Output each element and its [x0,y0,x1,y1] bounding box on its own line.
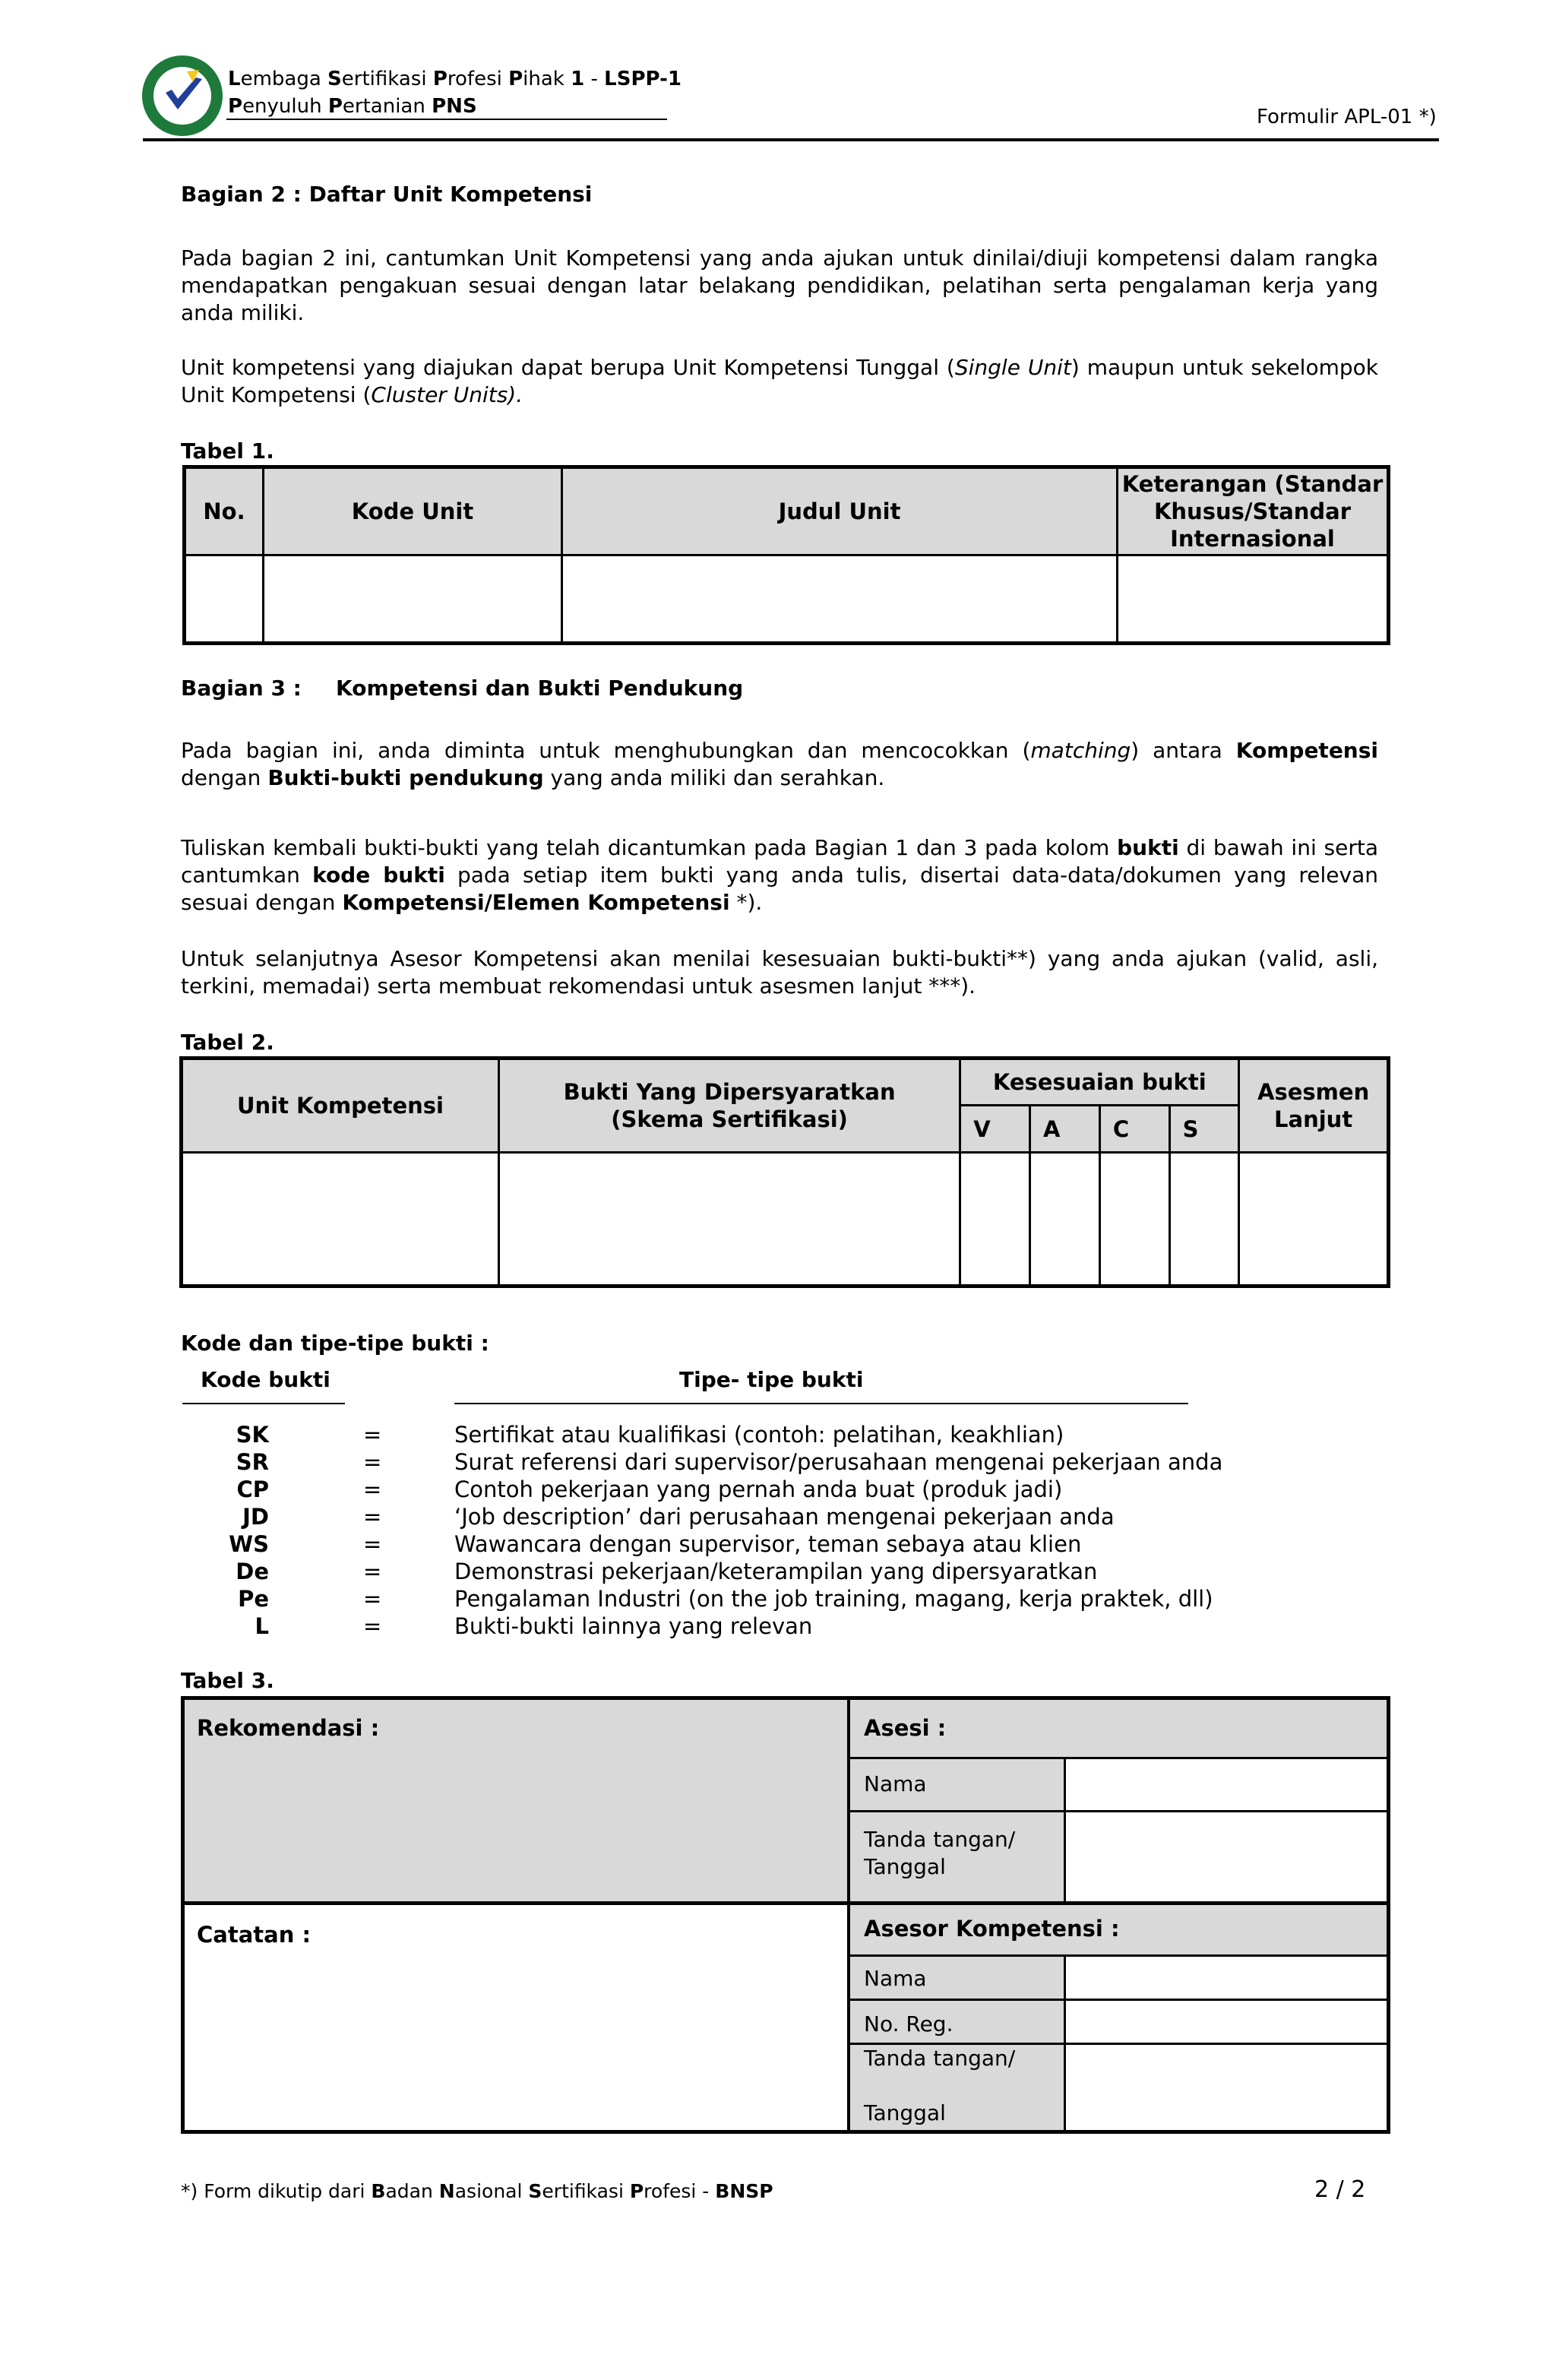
footer-note [181,2179,773,2204]
table1-cell[interactable] [562,555,1118,644]
table2-col-bukti: Bukti Yang Dipersyaratkan (Skema Sertifikasi) [498,1059,960,1153]
section3-heading-prefix: Bagian 3 : [181,676,302,701]
table1-col-no: No. [185,467,264,555]
table2-cell[interactable] [1169,1153,1239,1287]
kode-row-sr: SR = Surat referensi dari supervisor/perusahaan mengenai pekerjaan anda [236,1449,1223,1475]
org-name-line2 [228,94,477,119]
kode-row-de: De = Demonstrasi pekerjaan/keterampilan yang dipersyaratkan [236,1559,1098,1584]
kode-row-ws: WS = Wawancara dengan supervisor, teman sebaya atau klien [229,1531,1082,1557]
table1-cell[interactable] [185,555,264,644]
footer-note-part: asional [454,2180,529,2202]
table2-cell[interactable] [498,1153,960,1287]
table1-cell[interactable] [1118,555,1389,644]
footer-note-part: P [629,2180,644,2202]
table2-header-row1 [182,1059,1389,1106]
table1-header-row [185,467,1389,555]
kode-col-header: Kode bukti [201,1367,330,1392]
asesi-label: Asesi : [864,1715,947,1741]
org-name-line1-part: S [327,68,342,90]
kode-row-sk: SK = Sertifikat atau kualifikasi (contoh: pelatihan, keakhlian) [236,1422,1064,1448]
table2-cell[interactable] [960,1153,1030,1287]
kode-row-l: L = Bukti-bukti lainnya yang relevan [255,1613,813,1639]
section3-paragraph2: Tuliskan kembali bukti-bukti yang telah dicantumkan pada Bagian 1 dan 3 pada kolom bukti di bawah ini serta cantumkan kode bukti pada setiap item bukti yang anda tulis, disertai data-data/dokumen yang relevan sesuai dengan Kompetensi/Elemen Kompetensi *). [181,835,1378,915]
section3-heading-title: Kompetensi dan Bukti Pendukung [336,676,744,701]
form-id: Formulir APL-01 *) [1257,106,1437,128]
catatan-box[interactable] [185,1905,850,2130]
table2-col-kesesuaian: Kesesuaian bukti [960,1059,1239,1106]
table1-label: Tabel 1. [181,438,274,464]
asesor-nama-field[interactable] [1066,1957,1387,2001]
table1 [182,465,1390,645]
tipe-col-underline [454,1403,1188,1404]
table2-col-s: S [1169,1106,1239,1153]
table2-cell[interactable] [1099,1153,1169,1287]
rekomendasi-box[interactable] [185,1700,850,1905]
footer-note-part: BNSP [715,2180,773,2202]
footer-note-part: ertifikasi [542,2180,630,2202]
footer-note-part: S [528,2180,542,2202]
org-name-line1-part: P [508,68,523,90]
table2-empty-row [182,1153,1389,1287]
asesor-header [850,1905,1387,1957]
asesor-label: Asesor Kompetensi : [864,1916,1120,1942]
asesor-nama-label: Nama [864,1966,927,1991]
org-name-line2-part: ertanian [342,95,432,118]
footer-note-part: adan [385,2180,439,2202]
asesi-ttd-label-line1: Tanda tangan/ [864,1827,1016,1852]
org-name-line1-part: ertifikasi [341,68,433,90]
section3-paragraph1: Pada bagian ini, anda diminta untuk menghubungkan dan mencocokkan (matching) antara Kompetensi dengan Bukti-bukti pendukung yang anda miliki dan serahkan. [181,738,1379,790]
kode-col-underline [182,1403,345,1404]
table3-label: Tabel 3. [181,1668,274,1693]
asesor-noreg-field[interactable] [1066,2001,1387,2045]
asesor-noreg-label: No. Reg. [864,2011,954,2037]
table1-col-keterangan: Keterangan (Standar Khusus/Standar Internasional [1118,467,1389,555]
table2-col-v: V [960,1106,1030,1153]
table2-col-asesmen-lanjut: Asesmen Lanjut [1239,1059,1389,1153]
catatan-label: Catatan : [197,1922,312,1948]
asesi-nama-label-cell [850,1759,1066,1812]
org-name-line2-part: enyuluh [242,95,328,118]
asesi-ttd-label-line2: Tanggal [864,1854,946,1879]
section2-paragraph2: Unit kompetensi yang diajukan dapat berupa Unit Kompetensi Tunggal (Single Unit) maupun untuk sekelompok Unit Kompetensi (Cluster Units). [181,355,1378,407]
table3 [181,1696,1390,2134]
table1-empty-row [185,555,1389,644]
kode-row-cp: CP = Contoh pekerjaan yang pernah anda buat (produk jadi) [236,1476,1063,1502]
asesor-ttd-field[interactable] [1066,2045,1387,2130]
section2-heading: Bagian 2 : Daftar Unit Kompetensi [181,182,593,207]
kode-row-jd: JD = ‘Job description’ dari perusahaan mengenai pekerjaan anda [242,1504,1115,1530]
footer-note-part: N [438,2180,455,2202]
footer-note-part: *) Form dikutip dari [181,2180,372,2202]
table1-cell[interactable] [264,555,562,644]
table2-cell[interactable] [1239,1153,1389,1287]
rekomendasi-label: Rekomendasi : [197,1715,380,1741]
header-rule [143,138,1439,141]
footer-note-part: rofesi - [644,2180,716,2202]
lspp-logo [140,53,225,138]
asesor-noreg-label-cell [850,2001,1066,2045]
asesor-ttd-label-line1: Tanda tangan/ [864,2046,1016,2071]
kode-row-pe: Pe = Pengalaman Industri (on the job training, magang, kerja praktek, dll) [238,1586,1213,1612]
asesi-ttd-label-cell [850,1812,1066,1905]
table2-label: Tabel 2. [181,1030,274,1055]
section3-paragraph3: Untuk selanjutnya Asesor Kompetensi akan menilai kesesuaian bukti-bukti**) yang anda ajukan (valid, asli, terkini, memadai) serta membuat rekomendasi untuk asesmen lanjut ***). [181,946,1378,999]
org-name-line1-part: P [432,68,448,90]
org-name-line1-part: 1 [571,68,585,90]
header-underline-short [226,119,667,120]
asesor-ttd-label-cell [850,2045,1066,2130]
org-name-line1-part: rofesi [447,68,509,90]
org-name-line1 [228,67,682,91]
asesi-nama-label: Nama [864,1771,927,1796]
org-name-line2-part: PNS [432,95,477,118]
tipe-col-header: Tipe- tipe bukti [679,1367,864,1392]
table2-col-c: C [1099,1106,1169,1153]
table2 [179,1056,1390,1288]
org-name-line1-part: embaga [240,68,328,90]
asesor-ttd-label-line2: Tanggal [864,2100,946,2125]
footer-note-part: B [371,2180,386,2202]
table1-col-judul-unit: Judul Unit [562,467,1118,555]
table2-col-unit-kompetensi: Unit Kompetensi [182,1059,499,1153]
org-name-line2-part: P [228,95,243,118]
org-name-line1-part: LSPP-1 [604,68,682,90]
asesi-nama-field[interactable] [1066,1759,1387,1812]
section2-paragraph1: Pada bagian 2 ini, cantumkan Unit Kompetensi yang anda ajukan untuk dinilai/diuji kompetensi dalam rangka mendapatkan pengakuan sesuai dengan latar belakang pendidikan, pelatihan serta pengalaman kerja yang anda miliki. [181,245,1378,325]
asesi-header [850,1700,1387,1759]
org-name-line1-part: L [228,68,241,90]
asesor-nama-label-cell [850,1957,1066,2001]
table2-col-a: A [1030,1106,1100,1153]
table2-cell[interactable] [182,1153,499,1287]
asesi-ttd-field[interactable] [1066,1812,1387,1905]
kode-list [0,1421,1292,1649]
kode-title: Kode dan tipe-tipe bukti : [181,1331,489,1356]
org-name-line2-part: P [327,95,343,118]
table1-col-kode-unit: Kode Unit [264,467,562,555]
page-number: 2 / 2 [1314,2176,1366,2203]
org-name-line1-part: - [584,68,605,90]
org-name-line1-part: ihak [523,68,571,90]
table2-cell[interactable] [1030,1153,1100,1287]
